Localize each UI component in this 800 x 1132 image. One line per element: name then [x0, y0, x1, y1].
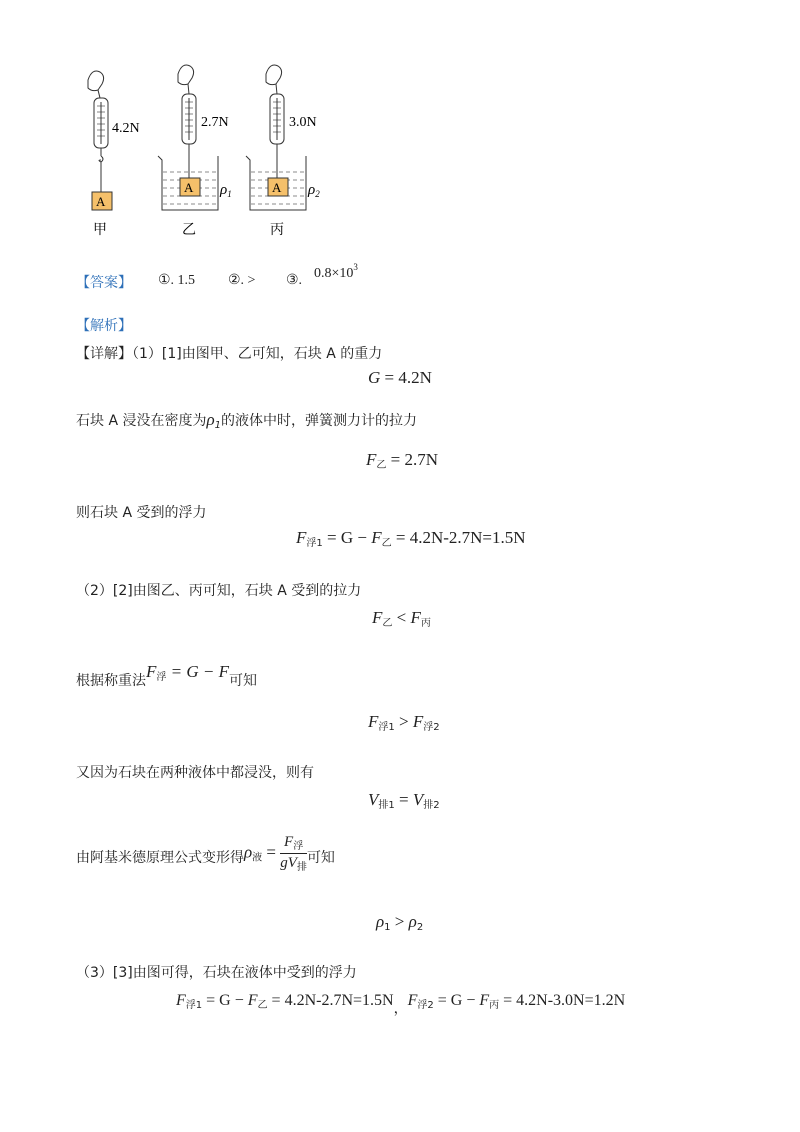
equation-gravity: G = 4.2N — [368, 368, 432, 387]
panel-jia — [88, 71, 140, 238]
answer-label: 【答案】 — [76, 275, 132, 291]
equation-volume: $V_{排1} = V_{排2}$ — [368, 790, 440, 811]
answer-item-1: ①. 1.5 — [158, 273, 196, 288]
detail-paragraph-7: 由阿基米德原理公式变形得$\rho_液$ = $\frac{F_浮}{gV_排}$ 可知 — [76, 834, 335, 873]
scale-reading: 4.2N — [112, 121, 140, 136]
panel-yi — [158, 65, 232, 238]
detail-paragraph-8: （3）[3]由图可得，石块在液体中受到的浮力 — [76, 965, 357, 981]
block-label: A — [184, 180, 194, 195]
answer-item-2: ②. > — [228, 273, 256, 288]
scale-reading: 3.0N — [289, 115, 317, 130]
panel-caption: 乙 — [182, 222, 196, 238]
analysis-label: 【解析】 — [76, 318, 132, 334]
scale-reading: 2.7N — [201, 115, 229, 130]
equation-final-buoyancy: $F_{浮1} = G - F_乙 = 4.2N-2.7N=1.5N$，$F_{浮2} = G - F_丙 = 4.2N-3.0N=1.2N$ — [176, 992, 626, 1017]
panel-caption: 甲 — [93, 222, 107, 238]
detail-paragraph-6: 又因为石块在两种液体中都浸没，则有 — [76, 765, 314, 781]
detail-paragraph-4: （2）[2]由图乙、丙可知，石块 A 受到的拉力 — [76, 583, 362, 599]
density-symbol: $\rho_1$ — [220, 182, 232, 199]
hand-icon — [266, 65, 282, 85]
detail-paragraph-3: 则石块 A 受到的浮力 — [76, 505, 207, 521]
answer-item-3-value: $0.8\times 10^3$ — [314, 262, 358, 281]
block-label: A — [272, 180, 282, 195]
equation-density-compare: $\rho_1 > \rho_2$ — [376, 912, 424, 933]
answer-item-3: ③. — [286, 273, 303, 288]
panel-caption: 丙 — [270, 222, 284, 238]
equation-buoyancy-compare: $F_{浮1} > F_{浮2}$ — [368, 712, 440, 733]
equation-tension-compare: $F_乙 < F_丙$ — [372, 608, 431, 629]
detail-paragraph-2: 石块 A 浸没在密度为$\rho_1$的液体中时，弹簧测力计的拉力 — [76, 410, 418, 431]
hand-icon — [88, 71, 104, 91]
density-symbol: $\rho_2$ — [308, 182, 320, 199]
spring-scale-figure — [70, 60, 370, 245]
hand-icon — [178, 65, 194, 85]
block-label: A — [96, 194, 106, 209]
equation-tension-yi: $F_乙 = 2.7N$ — [366, 450, 439, 471]
panel-bing — [246, 65, 320, 238]
detail-paragraph-5: 根据称重法$F_浮 = G - F$可知 — [76, 662, 257, 689]
equation-buoyancy-1: $F_{浮1} = G - F_乙 = 4.2N-2.7N=1.5N$ — [296, 528, 526, 549]
detail-paragraph-1: 【详解】（1）[1]由图甲、乙可知，石块 A 的重力 — [76, 346, 383, 362]
